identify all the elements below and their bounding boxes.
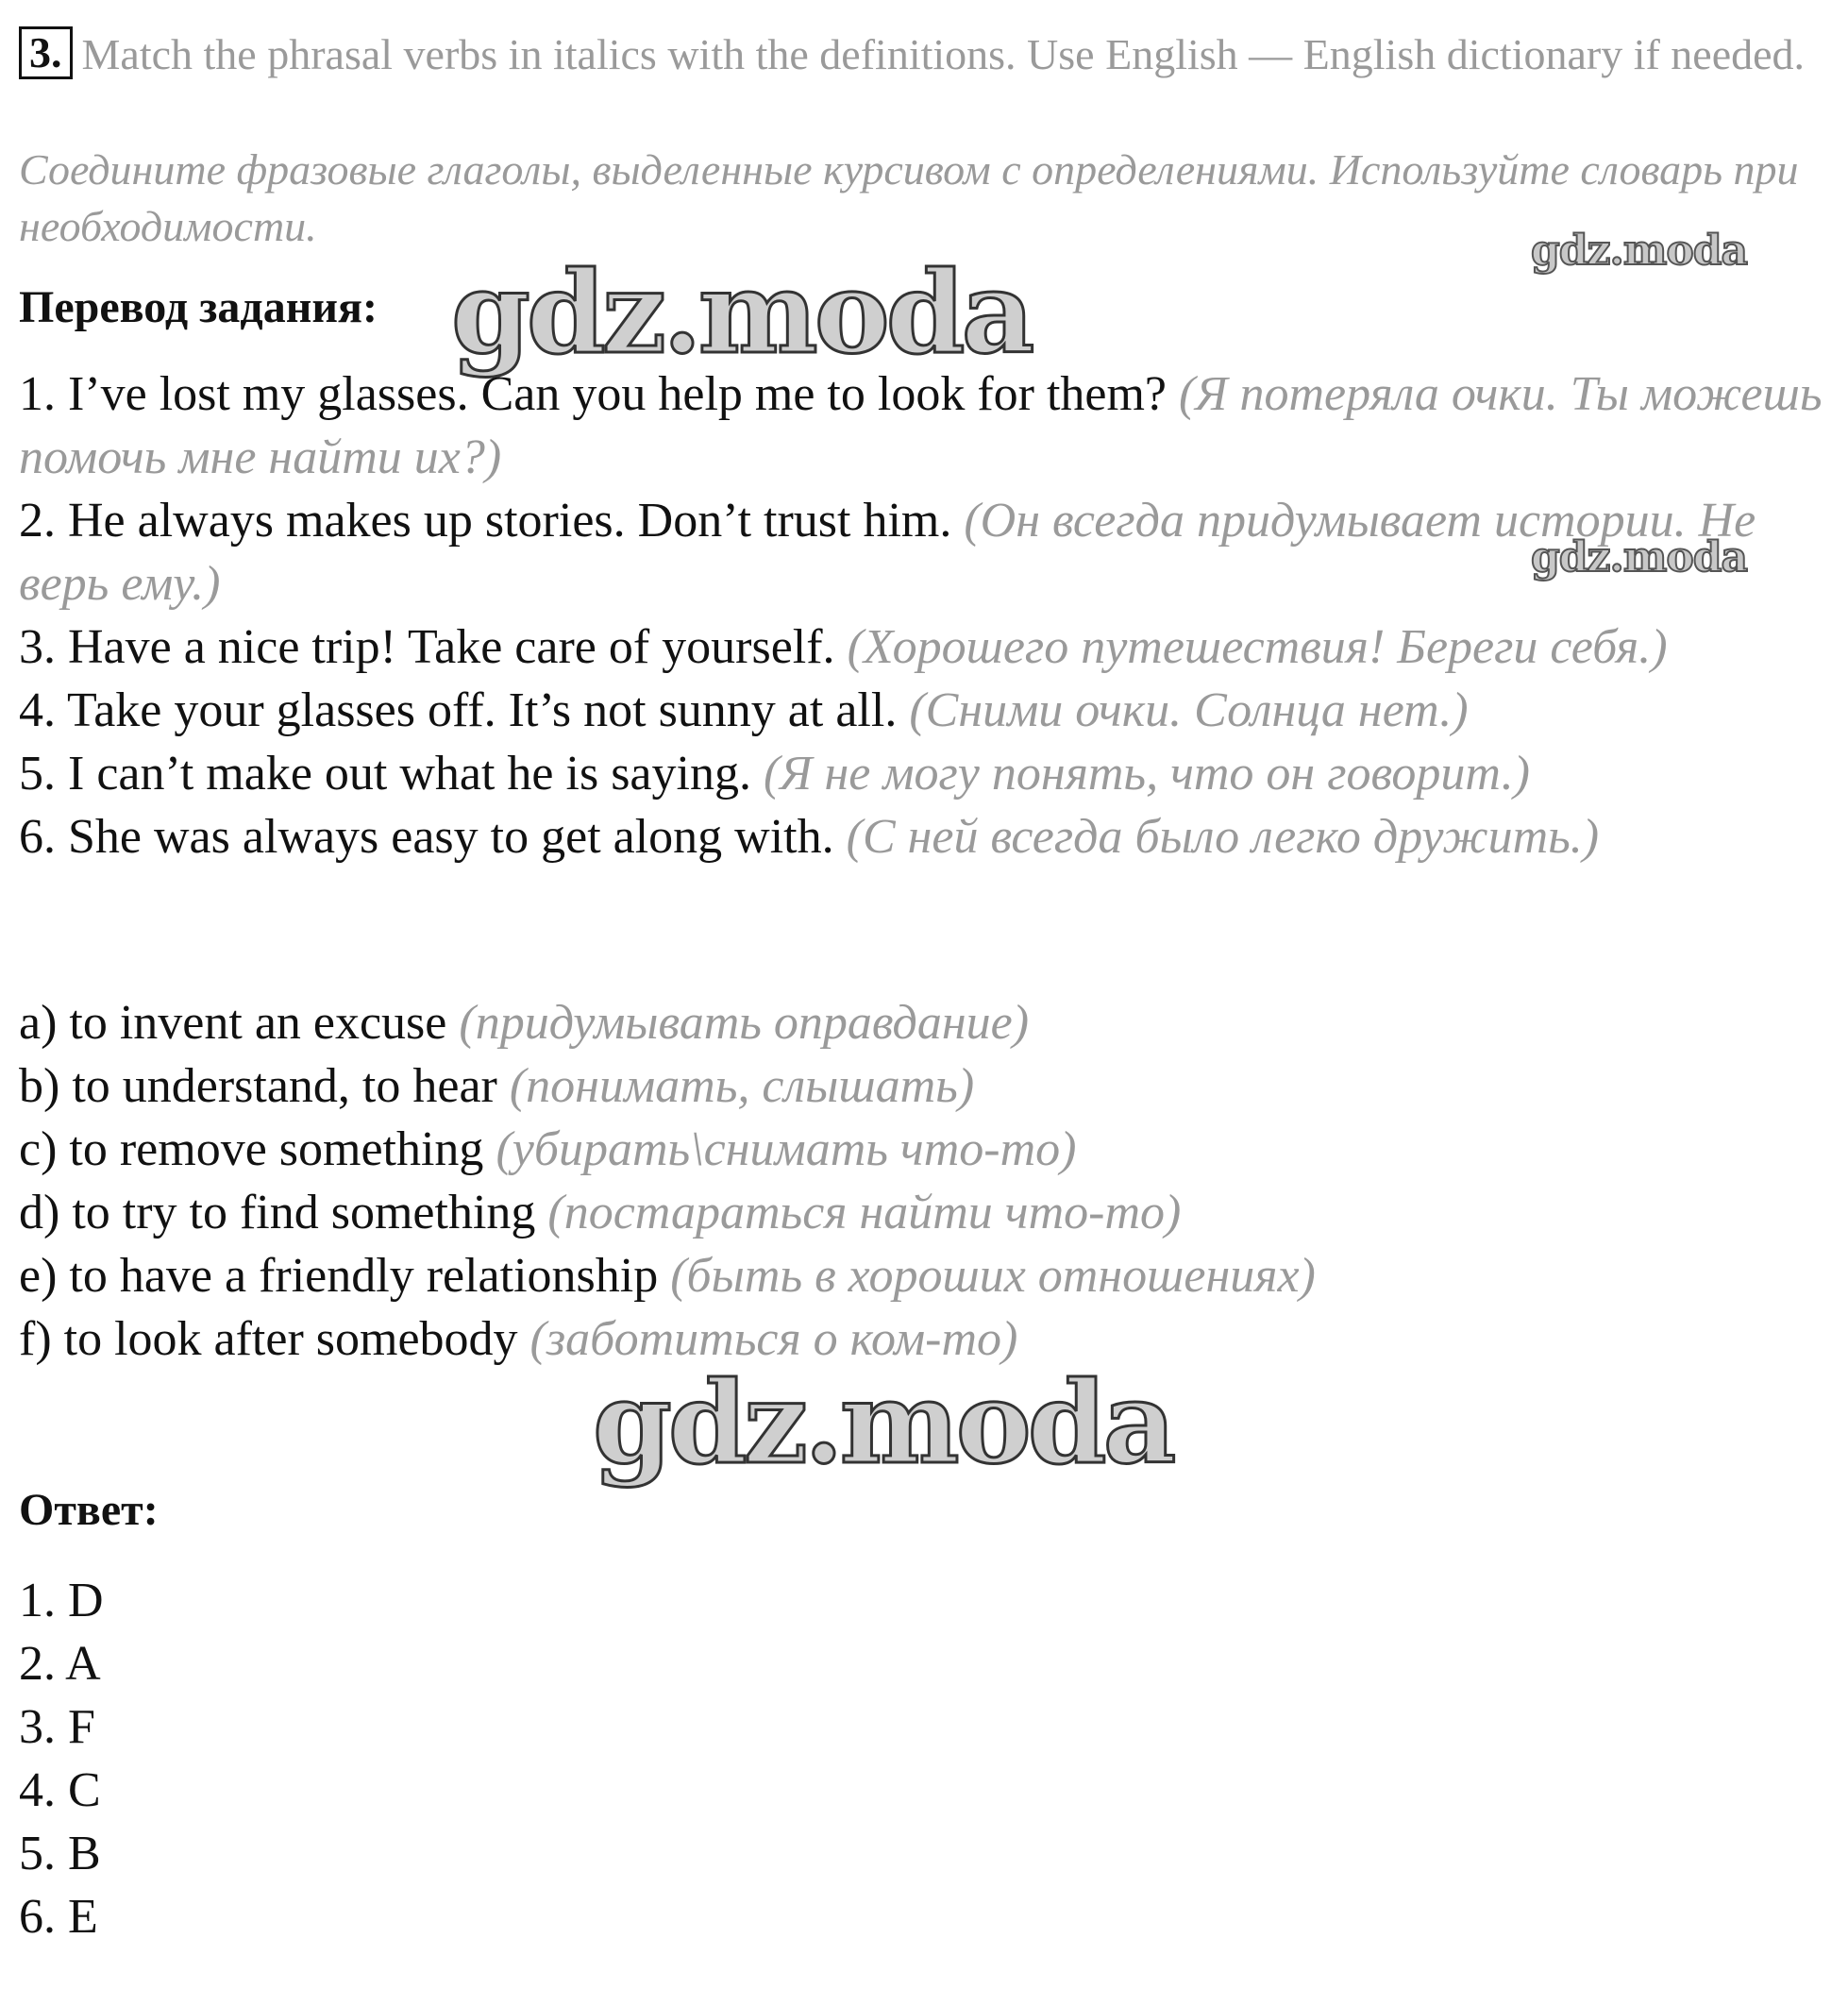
task-number: 3. (19, 26, 73, 79)
definitions-list (19, 991, 1831, 1371)
sentence-en: 3. Have a nice trip! Take care of yourself. (19, 620, 835, 674)
answer-item: 3. F (19, 1700, 95, 1754)
translation-label: Перевод задания: (19, 282, 378, 332)
definition-ru: (понимать, слышать) (509, 1059, 975, 1113)
definition-item (19, 1181, 1831, 1244)
definition-ru: (быть в хороших отношениях) (670, 1249, 1316, 1303)
sentence-ru: (Я не могу понять, что он говорит.) (763, 747, 1530, 801)
task-instruction-en-block (19, 26, 1831, 83)
sentence-ru: (Сними очки. Солнца нет.) (909, 683, 1469, 737)
sentence-ru: (Он всегда придумывает истории. Не верь ему.) (19, 494, 1756, 611)
answer-item: 1. D (19, 1574, 104, 1627)
sentence-item (19, 362, 1831, 489)
answer-item: 2. A (19, 1637, 101, 1691)
definition-ru: (постараться найти что-то) (547, 1186, 1182, 1239)
answer-label: Ответ: (19, 1485, 159, 1535)
definition-ru: (придумывать оправдание) (459, 996, 1030, 1050)
task-instruction-ru: Соедините фразовые глаголы, выделенные курсивом с определениями. Используйте словарь при необходимости. (19, 145, 1799, 250)
definition-en: a) to invent an excuse (19, 996, 447, 1050)
sentence-en: 2. He always makes up stories. Don’t trust him. (19, 494, 952, 548)
sentence-item (19, 805, 1831, 868)
sentence-item (19, 742, 1831, 805)
definition-en: c) to remove something (19, 1122, 484, 1176)
sentence-en: 5. I can’t make out what he is saying. (19, 747, 751, 801)
definition-en: f) to look after somebody (19, 1312, 518, 1366)
answer-item: 4. C (19, 1763, 101, 1817)
sentence-item (19, 679, 1831, 742)
definition-en: e) to have a friendly relationship (19, 1249, 659, 1303)
definition-item (19, 1118, 1831, 1181)
definition-en: b) to understand, to hear (19, 1059, 497, 1113)
answers-list (19, 1569, 104, 1948)
answer-item: 5. B (19, 1827, 101, 1880)
sentence-en: 1. I’ve lost my glasses. Can you help me to look for them? (19, 367, 1168, 421)
definition-en: d) to try to find something (19, 1186, 536, 1239)
sentence-ru: (Хорошего путешествия! Береги себя.) (847, 620, 1668, 674)
watermark-top-right: gdz.moda (1531, 227, 1748, 275)
sentence-en: 4. Take your glasses off. It’s not sunny at all. (19, 683, 898, 737)
definition-item (19, 1244, 1831, 1307)
answer-item: 6. E (19, 1890, 98, 1944)
watermark-large-2: gdz.moda (593, 1357, 1173, 1490)
definition-item (19, 991, 1831, 1054)
sentence-item (19, 615, 1831, 679)
definition-item (19, 1054, 1831, 1118)
watermark-mid-right: gdz.moda (1531, 533, 1748, 582)
sentence-ru: (Я потеряла очки. Ты можешь помочь мне найти их?) (19, 367, 1823, 484)
sentences-list (19, 362, 1831, 868)
definition-ru: (заботиться о ком-то) (529, 1312, 1018, 1366)
task-instruction-en: Match the phrasal verbs in italics with the definitions. Use English — English dictionary if needed. (81, 30, 1806, 78)
sentence-en: 6. She was always easy to get along with. (19, 810, 834, 864)
watermark-large-1: gdz.moda (451, 246, 1032, 379)
definition-ru: (убирать\снимать что-то) (496, 1122, 1077, 1176)
sentence-ru: (С ней всегда было легко дружить.) (846, 810, 1600, 864)
